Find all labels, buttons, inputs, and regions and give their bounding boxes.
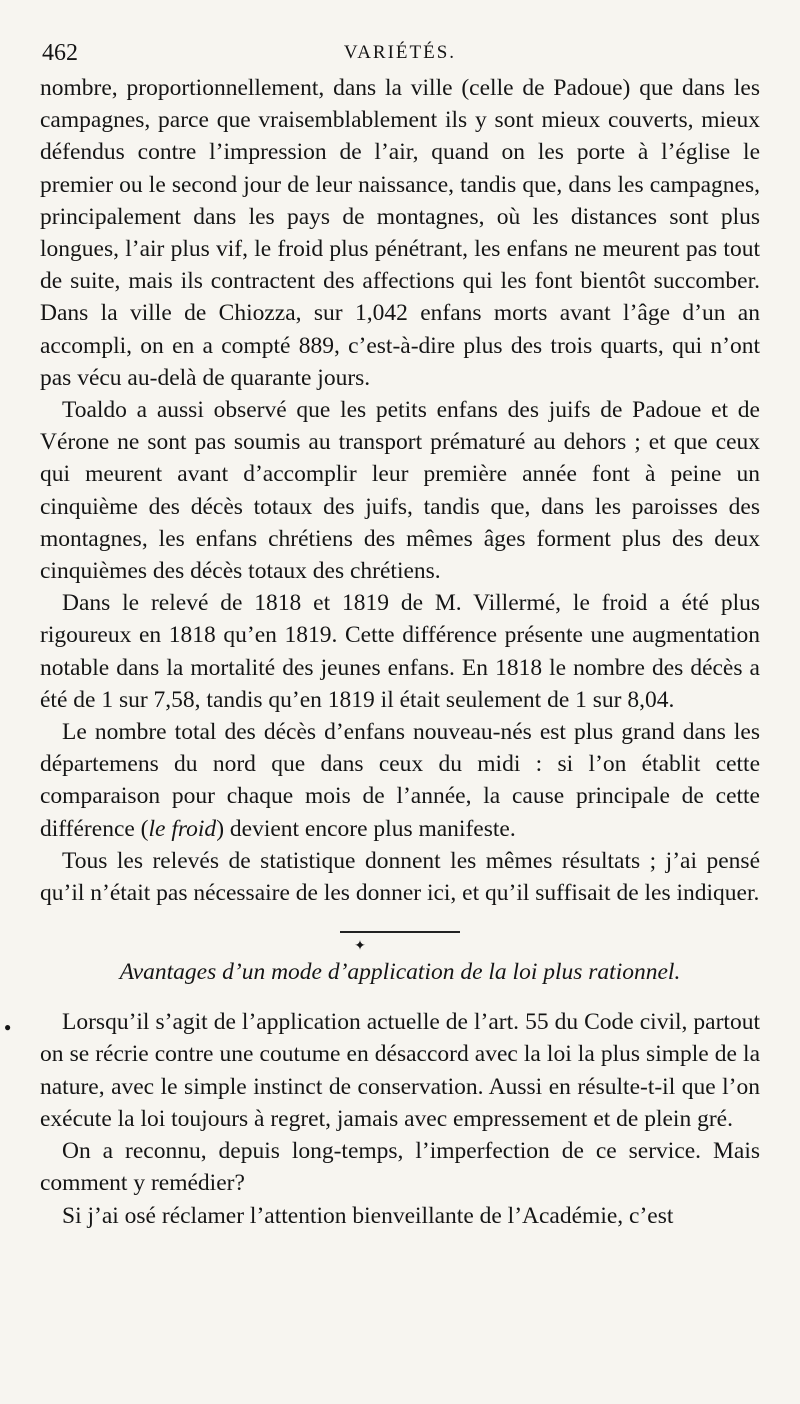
- paragraph-attention: Si j’ai osé réclamer l’attention bienveillante de l’Académie, c’est: [62, 1202, 674, 1229]
- ornament-mark: ✦: [354, 939, 366, 955]
- paragraph-toaldo: Toaldo a aussi observé que les petits enfans des juifs de Padoue et de Vérone ne sont pas soumis au transport prématuré au dehors ; et que ceux qui meurent avant d’accomplir leur première année font à peine un cinquième des décès totaux des juifs, tandis que, dans les paroisses des montagnes, les enfans chrétiens des mêmes âges forment plus des deux cinquièmes des décès totaux des chrétiens.: [40, 397, 760, 585]
- paragraph-nord-midi-text: Le nombre total des décès d’enfans nouveau-nés est plus grand dans les départemens du nord que dans ceux du midi : si l’on établit cette comparaison pour chaque mois de l’année, la cause principale de cette différence (: [40, 719, 760, 842]
- paragraph-releves: Tous les relevés de statistique donnent les mêmes résultats ; j’ai pensé qu’il n’était pas nécessaire de les donner ici, et qu’il suffisait de les indiquer.: [40, 847, 760, 907]
- paragraph-imperfection: On a reconnu, depuis long-temps, l’imperfection de ce service. Mais comment y remédier?: [40, 1138, 760, 1197]
- section-title: Avantages d’un mode d’application de la loi plus rationnel.: [119, 959, 681, 986]
- paragraph-nord-midi: [40, 716, 760, 845]
- paragraph-continued: nombre, proportionnellement, dans la ville (celle de Padoue) que dans les campagnes, parce que vraisemblablement ils y sont mieux couverts, mieux défendus contre l’impression de l’air, quand on les porte à l’église le premier ou le second jour de leur naissance, tandis que, dans les campagnes, principalement dans les pays de montagnes, où les distances sont plus longues, l’air plus vif, le froid plus pénétrant, les enfans ne meurent pas tout de suite, mais ils contractent des affections qui les font bientôt succomber. Dans la ville de Chiozza, sur 1,042 enfans morts avant l’âge d’un an accompli, on en a compté 889, c’est-à-dire plus des trois quarts, qui n’ont pas vécu au-delà de quarante jours.: [40, 75, 760, 391]
- running-head: VARIÉTÉS.: [343, 42, 457, 63]
- italic-le-froid: le froid: [148, 815, 217, 842]
- paragraph-nord-midi-end: ) devient encore plus manifeste.: [216, 815, 516, 842]
- section-separator-rule: [340, 931, 460, 933]
- page-number: 462: [42, 40, 78, 66]
- margin-mark: ●: [4, 1020, 12, 1034]
- page-header: [40, 36, 760, 72]
- paragraph-application: Lorsqu’il s’agit de l’application actuelle de l’art. 55 du Code civil, partout on se récrie contre une coutume en désaccord avec la loi la plus simple de la nature, avec le simple instinct de conservation. Aussi en résulte-t-il que l’on exécute la loi toujours à regret, jamais avec empressement et de plein gré.: [40, 1009, 760, 1132]
- paragraph-villerme: Dans le relevé de 1818 et 1819 de M. Villermé, le froid a été plus rigoureux en 1818 qu’en 1819. Cette différence présente une augmentation notable dans la mortalité des jeunes enfans. En 1818 le nombre des décès a été de 1 sur 7,58, tandis qu’en 1819 il était seulement de 1 sur 8,04.: [40, 590, 760, 713]
